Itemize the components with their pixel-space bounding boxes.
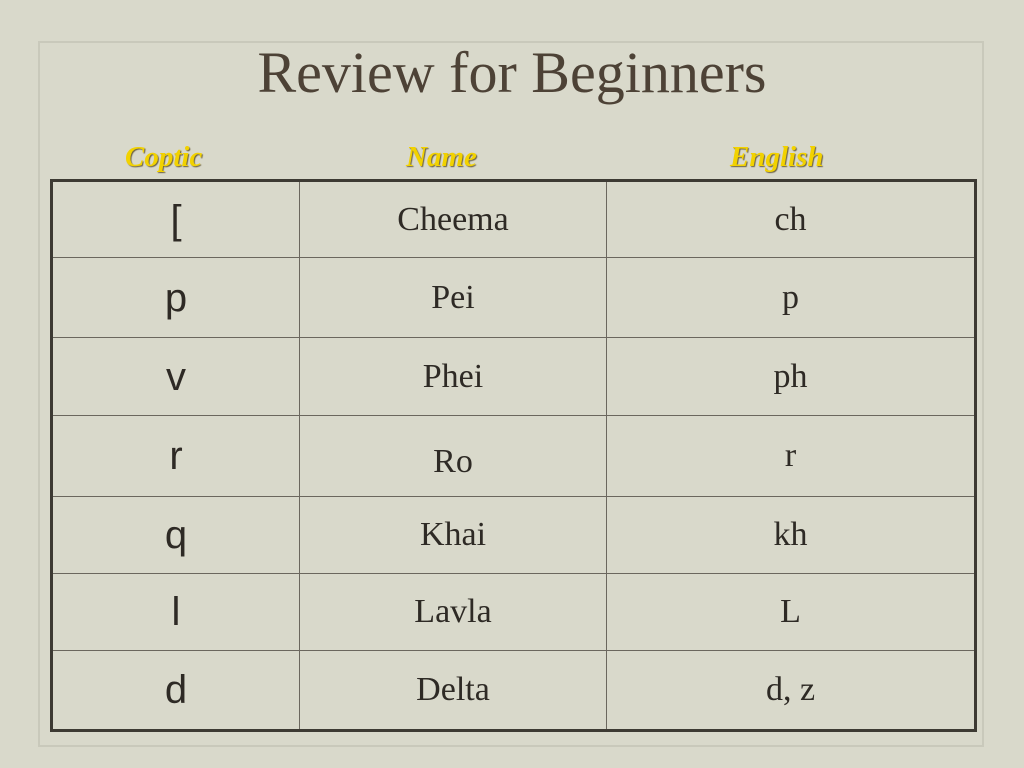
coptic-letter: p <box>52 258 300 338</box>
table-row <box>52 574 976 651</box>
english-equivalent: d, z <box>607 651 976 731</box>
english-equivalent: ch <box>607 181 976 258</box>
letter-name: Pei <box>300 258 607 338</box>
letter-name: Delta <box>300 651 607 731</box>
column-header-name: Name <box>406 141 477 173</box>
english-equivalent: kh <box>607 497 976 574</box>
alphabet-table <box>50 179 977 732</box>
table-row <box>52 416 976 497</box>
english-equivalent: p <box>607 258 976 338</box>
table-row <box>52 258 976 338</box>
slide-title: Review for Beginners <box>257 40 767 105</box>
column-header-coptic: Coptic <box>125 141 203 173</box>
english-equivalent: L <box>607 574 976 651</box>
letter-name: Khai <box>300 497 607 574</box>
table-row <box>52 338 976 416</box>
coptic-letter: l <box>52 574 300 651</box>
coptic-letter: [ <box>52 181 300 258</box>
letter-name: Ro <box>300 416 607 497</box>
coptic-letter: d <box>52 651 300 731</box>
column-header-english: English <box>730 141 824 173</box>
coptic-letter: q <box>52 497 300 574</box>
coptic-letter: v <box>52 338 300 416</box>
english-equivalent: r <box>607 416 976 497</box>
english-equivalent: ph <box>607 338 976 416</box>
coptic-letter: r <box>52 416 300 497</box>
table-row <box>52 497 976 574</box>
letter-name: Cheema <box>300 181 607 258</box>
table-row <box>52 651 976 731</box>
letter-name: Lavla <box>300 574 607 651</box>
table-row <box>52 181 976 258</box>
letter-name: Phei <box>300 338 607 416</box>
